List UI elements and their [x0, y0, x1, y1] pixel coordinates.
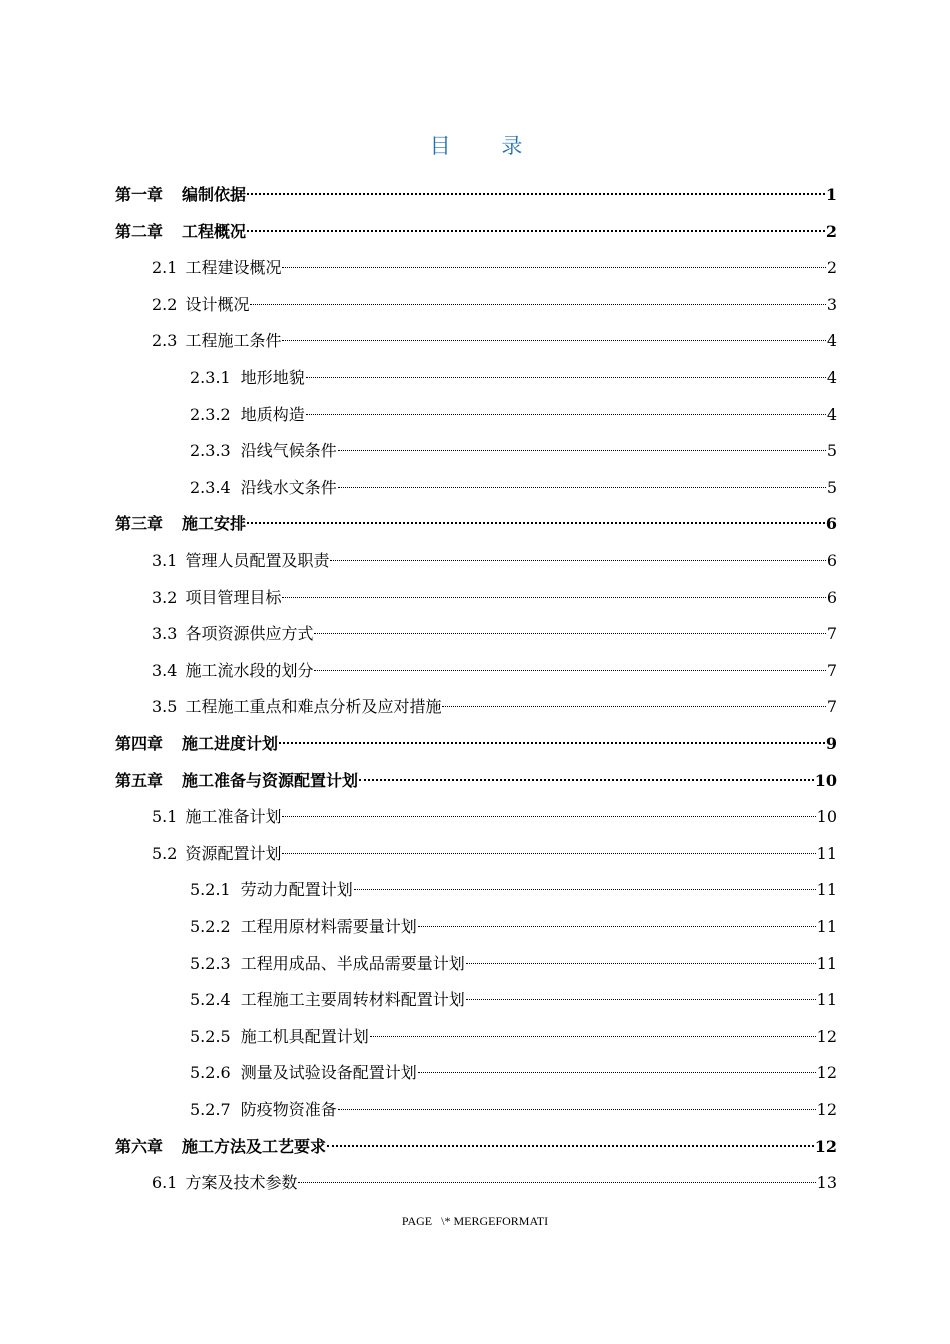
- toc-entry-page-number: 3: [826, 294, 837, 314]
- toc-entry-number: 3.3: [152, 624, 178, 644]
- toc-dot-leader: [354, 871, 816, 895]
- toc-entry-title: 施工机具配置计划: [240, 1026, 369, 1046]
- toc-entry-number: 2.2: [152, 294, 178, 314]
- toc-dot-leader: [279, 725, 825, 749]
- toc-entry-number: 5.2.3: [190, 953, 231, 973]
- toc-entry-number: 3.4: [152, 660, 178, 680]
- toc-entry-number: 第一章: [115, 185, 164, 204]
- toc-entry-number: 第六章: [115, 1136, 164, 1156]
- toc-entry-title: 设计概况: [185, 294, 250, 314]
- toc-dot-leader: [282, 249, 825, 273]
- toc-entry-title: 施工进度计划: [182, 734, 279, 753]
- toc-entry-number: 5.2.6: [190, 1063, 231, 1083]
- toc-entry-page-number: 10: [814, 770, 837, 790]
- toc-entry-title: 防疫物资准备: [240, 1100, 337, 1119]
- toc-entry-title: 工程施工条件: [185, 331, 282, 351]
- toc-dot-leader: [418, 1054, 816, 1078]
- toc-dot-leader: [330, 542, 825, 566]
- toc-entry-level-3[interactable]: [190, 1054, 837, 1083]
- toc-entry-page-number: 11: [816, 843, 837, 863]
- toc-dot-leader: [442, 688, 825, 712]
- toc-entry-number: 5.2.2: [190, 917, 231, 936]
- toc-entry-number: 2.3.1: [190, 368, 231, 387]
- toc-dot-leader: [418, 908, 816, 932]
- toc-entry-level-3[interactable]: [190, 1018, 837, 1046]
- toc-entry-page-number: 6: [826, 587, 837, 607]
- toc-entry-level-1[interactable]: [115, 176, 837, 204]
- toc-entry-title: 施工流水段的划分: [185, 660, 314, 680]
- toc-entry-level-3[interactable]: [190, 908, 837, 936]
- toc-entry-page-number: 12: [814, 1136, 837, 1156]
- toc-entry-level-3[interactable]: [190, 359, 837, 387]
- toc-entry-page-number: 12: [816, 1026, 837, 1046]
- toc-dot-leader: [247, 213, 825, 237]
- toc-entry-title: 地形地貌: [240, 368, 305, 387]
- toc-dot-leader: [250, 286, 825, 310]
- toc-entry-title: 工程施工主要周转材料配置计划: [240, 990, 465, 1010]
- toc-entry-title: 项目管理目标: [185, 587, 282, 607]
- toc-entry-page-number: 5: [826, 441, 837, 461]
- toc-entry-level-3[interactable]: [190, 396, 837, 424]
- toc-entry-level-2[interactable]: [152, 652, 837, 680]
- toc-entry-level-3[interactable]: [190, 1091, 837, 1119]
- toc-entry-page-number: 5: [826, 477, 837, 497]
- toc-entry-number: 3.1: [152, 551, 178, 570]
- toc-entry-page-number: 2: [825, 221, 837, 241]
- toc-dot-leader: [282, 798, 815, 822]
- toc-entry-level-2[interactable]: [152, 1164, 837, 1193]
- toc-entry-title: 工程建设概况: [185, 258, 282, 278]
- toc-entry-title: 资源配置计划: [185, 843, 282, 863]
- toc-entry-level-2[interactable]: [152, 322, 837, 351]
- toc-entry-title: 施工准备与资源配置计划: [182, 770, 359, 790]
- toc-entry-page-number: 13: [816, 1173, 837, 1193]
- toc-entry-level-2[interactable]: [152, 542, 837, 570]
- toc-entry-number: 2.3: [152, 331, 178, 351]
- toc-entry-number: 5.2.4: [190, 990, 231, 1010]
- toc-dot-leader: [466, 945, 816, 969]
- toc-entry-number: 2.3.2: [190, 404, 231, 424]
- toc-entry-page-number: 7: [826, 660, 837, 680]
- toc-entry-page-number: 7: [826, 624, 837, 644]
- toc-entry-title: 施工准备计划: [185, 807, 282, 827]
- toc-dot-leader: [338, 469, 826, 493]
- toc-entry-title: 方案及技术参数: [185, 1173, 298, 1193]
- toc-dot-leader: [314, 615, 825, 639]
- toc-dot-leader: [327, 1128, 814, 1152]
- toc-entry-number: 3.5: [152, 697, 178, 717]
- toc-entry-title: 工程施工重点和难点分析及应对措施: [185, 697, 442, 717]
- toc-dot-leader: [314, 652, 825, 676]
- toc-entry-title: 施工方法及工艺要求: [182, 1136, 327, 1156]
- toc-entry-number: 6.1: [152, 1173, 178, 1193]
- toc-entry-page-number: 10: [816, 807, 837, 827]
- toc-entry-level-3[interactable]: [190, 871, 837, 900]
- toc-entry-number: 5.1: [152, 807, 178, 827]
- toc-dot-leader: [370, 1018, 816, 1042]
- page-footer-field: PAGE \* MERGEFORMATI: [401, 1214, 549, 1228]
- toc-entry-level-1[interactable]: [115, 1128, 837, 1156]
- toc-dot-leader: [306, 359, 826, 383]
- toc-entry-title: 工程用成品、半成品需要量计划: [240, 953, 465, 973]
- toc-dot-leader: [247, 176, 825, 200]
- toc-entry-level-2[interactable]: [152, 798, 837, 827]
- toc-entry-page-number: 4: [826, 404, 837, 424]
- toc-entry-page-number: 6: [825, 514, 837, 534]
- toc-entry-number: 5.2.1: [190, 880, 231, 900]
- toc-entry-page-number: 6: [826, 551, 837, 570]
- toc-dot-leader: [247, 505, 825, 529]
- toc-entry-title: 工程概况: [182, 221, 247, 241]
- toc-entry-level-3[interactable]: [190, 981, 837, 1010]
- toc-entry-page-number: 9: [825, 734, 837, 753]
- toc-dot-leader: [338, 432, 826, 456]
- toc-entry-level-3[interactable]: [190, 469, 837, 497]
- toc-entry-page-number: 7: [826, 697, 837, 717]
- toc-dot-leader: [359, 762, 814, 786]
- toc-dot-leader: [282, 322, 825, 346]
- toc-entry-title: 地质构造: [240, 404, 305, 424]
- toc-entry-level-1[interactable]: [115, 725, 837, 753]
- toc-entry-level-3[interactable]: [190, 432, 837, 461]
- toc-entry-level-2[interactable]: [152, 835, 837, 863]
- toc-entry-number: 5.2: [152, 843, 178, 863]
- toc-dot-leader: [298, 1164, 815, 1188]
- toc-entry-level-2[interactable]: [152, 249, 837, 278]
- toc-entry-page-number: 11: [816, 990, 837, 1010]
- toc-entry-title: 沿线气候条件: [240, 441, 337, 461]
- toc-entry-number: 2.1: [152, 258, 178, 278]
- toc-entry-title: 各项资源供应方式: [185, 624, 314, 644]
- toc-dot-leader: [282, 835, 815, 859]
- toc-entry-level-3[interactable]: [190, 945, 837, 973]
- toc-entry-title: 测量及试验设备配置计划: [240, 1063, 417, 1083]
- toc-entry-level-2[interactable]: [152, 286, 837, 314]
- toc-entry-number: 第三章: [115, 514, 164, 534]
- toc-entry-title: 沿线水文条件: [240, 477, 337, 497]
- toc-entry-level-2[interactable]: [152, 615, 837, 644]
- toc-entry-number: 第二章: [115, 221, 164, 241]
- toc-entry-page-number: 11: [816, 917, 837, 936]
- toc-entry-number: 2.3.4: [190, 477, 231, 497]
- toc-entry-level-2[interactable]: [152, 688, 837, 717]
- toc-entry-page-number: 4: [826, 368, 837, 387]
- toc-entry-page-number: 11: [816, 953, 837, 973]
- toc-entry-page-number: 12: [816, 1100, 837, 1119]
- toc-dot-leader: [282, 579, 825, 603]
- toc-entry-number: 5.2.7: [190, 1100, 231, 1119]
- toc-entry-page-number: 4: [826, 331, 837, 351]
- toc-dot-leader: [338, 1091, 816, 1115]
- toc-entry-title: 施工安排: [182, 514, 247, 534]
- toc-dot-leader: [466, 981, 816, 1005]
- toc-entry-number: 第五章: [115, 770, 164, 790]
- toc-entry-number: 5.2.5: [190, 1026, 231, 1046]
- toc-entry-number: 第四章: [115, 734, 164, 753]
- toc-entry-level-1[interactable]: [115, 762, 837, 790]
- toc-dot-leader: [306, 396, 826, 420]
- toc-entry-number: 3.2: [152, 587, 178, 607]
- toc-title: 目 录: [429, 134, 545, 158]
- toc-entry-title: 工程用原材料需要量计划: [240, 917, 417, 936]
- toc-entry-title: 管理人员配置及职责: [185, 551, 330, 570]
- toc-entry-page-number: 2: [826, 258, 837, 278]
- toc-entry-level-1[interactable]: [115, 213, 837, 241]
- toc-entry-level-2[interactable]: [152, 579, 837, 607]
- toc-entry-page-number: 11: [816, 880, 837, 900]
- toc-entry-title: 劳动力配置计划: [240, 880, 353, 900]
- toc-entry-title: 编制依据: [182, 185, 247, 204]
- toc-entry-level-1[interactable]: [115, 505, 837, 534]
- toc-entry-page-number: 12: [816, 1063, 837, 1083]
- toc-entry-number: 2.3.3: [190, 441, 231, 461]
- toc-entry-page-number: 1: [825, 185, 837, 204]
